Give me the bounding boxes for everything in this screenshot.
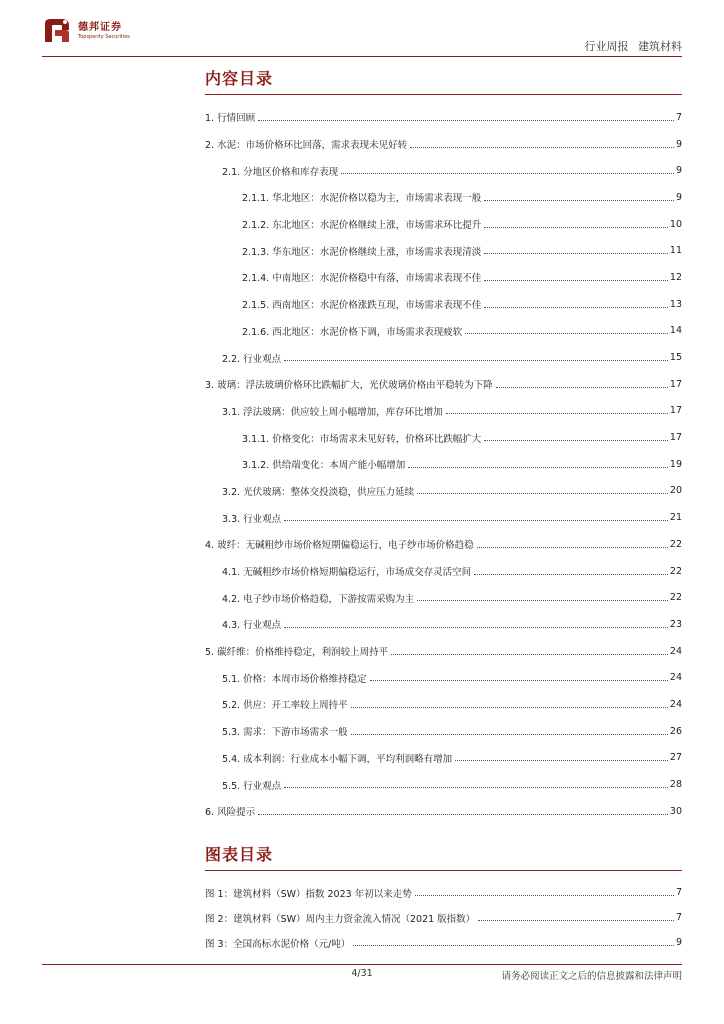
page-number: 4/31 xyxy=(351,968,373,979)
report-category xyxy=(579,38,683,54)
figure-index xyxy=(205,880,682,955)
figures-title: 图表目录 xyxy=(205,845,274,864)
report-type: 行业周报 xyxy=(584,40,629,53)
toc-entry[interactable]: 3.1. 浮法玻璃：供应较上周小幅增加，库存环比增加 17 xyxy=(222,405,682,418)
legal-disclaimer: 请务必阅读正文之后的信息披露和法律声明 xyxy=(501,971,682,982)
toc-entry[interactable]: 5.5. 行业观点 28 xyxy=(222,779,682,792)
company-logo xyxy=(42,16,130,46)
figure-entry[interactable]: 图 1：建筑材料（SW）指数 2023 年初以来走势 7 xyxy=(205,887,682,900)
company-name-cn: 德邦证券 xyxy=(78,21,122,33)
toc-entry[interactable]: 2.1.2. 东北地区：水泥价格继续上涨，市场需求环比提升 10 xyxy=(242,218,682,232)
logo-mark-icon xyxy=(42,16,72,46)
figures-title-divider xyxy=(205,870,682,871)
toc-entry[interactable]: 5.4. 成本利润：行业成本小幅下调，平均利润略有增加 27 xyxy=(222,752,682,765)
toc-entry[interactable]: 3.1.2. 供给端变化：本周产能小幅增加 19 xyxy=(242,458,682,472)
toc-entry[interactable]: 2.2. 行业观点 15 xyxy=(222,352,682,365)
toc-entry[interactable]: 3.1.1. 价格变化：市场需求未见好转，价格环比跌幅扩大 17 xyxy=(242,432,682,445)
toc-entry[interactable]: 5.3. 需求：下游市场需求一般 26 xyxy=(222,725,682,739)
toc-entry[interactable]: 2. 水泥：市场价格环比回落，需求表现未见好转 9 xyxy=(205,138,682,152)
toc-entry[interactable]: 4. 玻纤：无碱粗纱市场价格短期偏稳运行，电子纱市场价格趋稳 22 xyxy=(205,538,682,552)
toc-entry[interactable]: 2.1. 分地区价格和库存表现 9 xyxy=(222,165,682,178)
toc-entry[interactable]: 4.2. 电子纱市场价格趋稳，下游按需采购为主 22 xyxy=(222,592,682,605)
toc-entry[interactable]: 6. 风险提示 30 xyxy=(205,805,682,819)
figure-entry[interactable]: 图 3：全国高标水泥价格（元/吨） 9 xyxy=(205,937,682,950)
toc-entry[interactable]: 5.2. 供应：开工率较上周持平 24 xyxy=(222,698,682,712)
toc-title-divider xyxy=(205,94,682,95)
toc-entry[interactable]: 3. 玻璃：浮法玻璃价格环比跌幅扩大，光伏玻璃价格由平稳转为下降 17 xyxy=(205,378,682,392)
toc-entry[interactable]: 2.1.1. 华北地区：水泥价格以稳为主，市场需求表现一般 9 xyxy=(242,191,682,205)
toc-entry[interactable]: 2.1.5. 西南地区：水泥价格涨跌互现，市场需求表现不佳 13 xyxy=(242,298,682,312)
toc-entry[interactable]: 2.1.4. 中南地区：水泥价格稳中有落，市场需求表现不佳 12 xyxy=(242,271,682,285)
page-header xyxy=(0,0,724,62)
toc-entry[interactable]: 4.3. 行业观点 23 xyxy=(222,618,682,632)
toc-entry[interactable]: 2.1.3. 华东地区：水泥价格继续上涨，市场需求表现清淡 11 xyxy=(242,245,682,258)
toc-entry[interactable]: 5.1. 价格：本周市场价格维持稳定 24 xyxy=(222,672,682,685)
toc-entry[interactable]: 3.2. 光伏玻璃：整体交投淡稳，供应压力延续 20 xyxy=(222,485,682,498)
header-divider xyxy=(42,56,682,57)
footer-divider xyxy=(42,964,682,965)
table-of-contents xyxy=(205,104,682,825)
toc-title: 内容目录 xyxy=(205,69,274,88)
figure-entry[interactable]: 图 2：建筑材料（SW）周内主力资金流入情况（2021 版指数） 7 xyxy=(205,912,682,925)
industry-name: 建筑材料 xyxy=(638,40,682,53)
company-name-en: Topsperity Securities xyxy=(78,33,130,40)
toc-entry[interactable]: 4.1. 无碱粗纱市场价格短期偏稳运行，市场成交存灵活空间 22 xyxy=(222,565,682,579)
toc-entry[interactable]: 5. 碳纤维：价格维持稳定，利润较上周持平 24 xyxy=(205,645,682,659)
toc-entry[interactable]: 3.3. 行业观点 21 xyxy=(222,512,682,525)
toc-entry[interactable]: 2.1.6. 西北地区：水泥价格下调，市场需求表现疲软 14 xyxy=(242,325,682,338)
toc-entry[interactable]: 1. 行情回顾 7 xyxy=(205,111,682,125)
